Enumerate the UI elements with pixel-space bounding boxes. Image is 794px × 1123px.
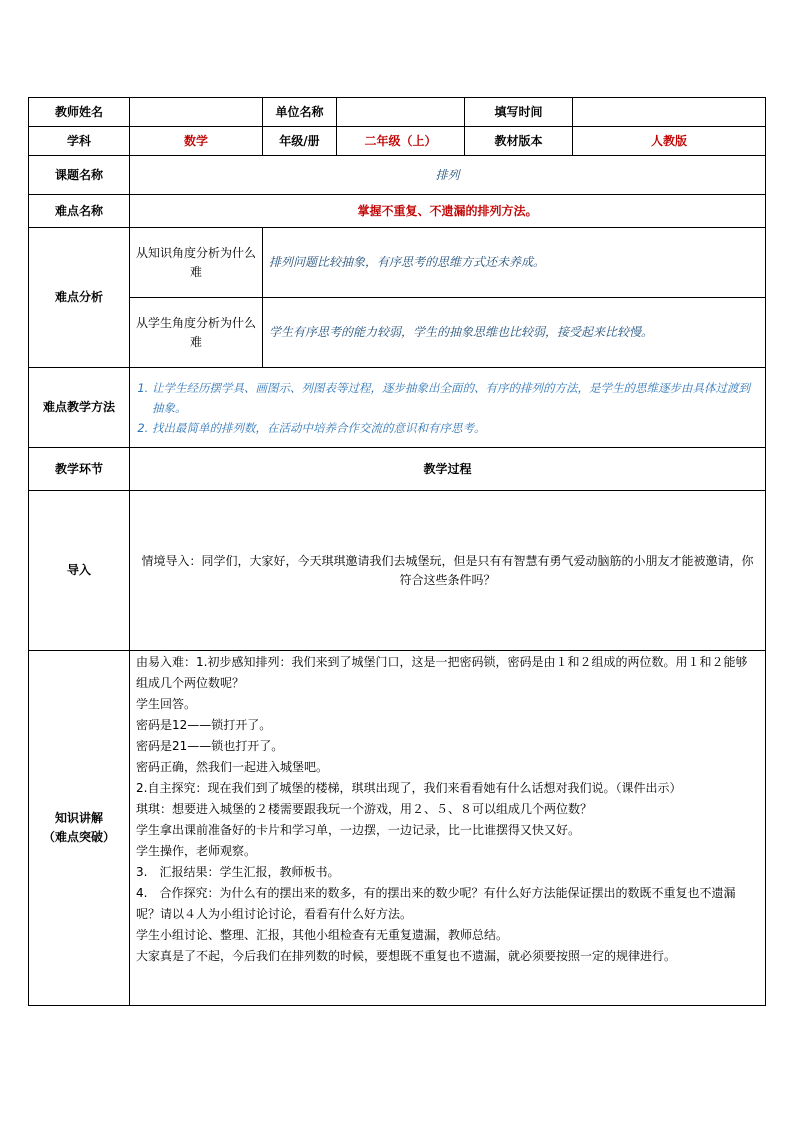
methods-row [29,368,766,448]
methods-label: 难点教学方法 [29,368,130,448]
title-label: 课题名称 [29,156,130,195]
stage-label: 教学环节 [29,448,130,491]
unit-value [337,98,465,127]
title-value: 排列 [130,156,766,195]
knowledge-angle-value: 排列问题比较抽象，有序思考的思维方式还未养成。 [263,228,766,298]
knowledge-section-label [29,651,130,1006]
knowledge-paragraph: 4. 合作探究：为什么有的摆出来的数多，有的摆出来的数少呢？有什么好方法能保证摆出的数既不重复也不遗漏呢？请以４人为小组讨论讨论，看看有什么好方法。 [136,886,736,921]
teacher-name-value [130,98,263,127]
process-label: 教学过程 [130,448,766,491]
header-row-2 [29,127,766,156]
subject-value: 数学 [130,127,263,156]
knowledge-paragraph: 3. 汇报结果：学生汇报，教师板书。 [136,865,340,879]
method-item: 1. 让学生经历摆学具、画图示、列图表等过程，逐步抽象出全面的、有序的排列的方法，是学生的思维逐步由具体过渡到抽象。 [152,378,759,418]
knowledge-paragraph: 琪琪：想要进入城堡的２楼需要跟我玩一个游戏，用２、５、８可以组成几个两位数？ [136,802,593,816]
difficulty-row [29,195,766,228]
grade-label: 年级/册 [263,127,337,156]
student-angle-value: 学生有序思考的能力较弱，学生的抽象思维也比较弱，接受起来比较慢。 [263,298,766,368]
subject-label: 学科 [29,127,130,156]
knowledge-angle-label: 从知识角度分析为什么难 [130,228,263,298]
knowledge-label-line-1: 知识讲解 [54,811,103,825]
lesson-plan-table [28,97,766,1006]
intro-label: 导入 [29,491,130,651]
intro-text: 情境导入：同学们，大家好，今天琪琪邀请我们去城堡玩，但是只有有智慧有勇气爱动脑筋的小朋友才能被邀请，你符合这些条件吗？ [130,491,766,651]
knowledge-paragraph: 密码是21——锁也打开了。 [136,739,284,753]
fill-time-label: 填写时间 [465,98,573,127]
knowledge-paragraph: 学生拿出课前准备好的卡片和学习单，一边摆，一边记录，比一比谁摆得又快又好。 [136,823,581,837]
knowledge-paragraph: 2.自主探究：现在我们到了城堡的楼梯，琪琪出现了，我们来看看她有什么话想对我们说。（课件出示） [136,781,682,795]
knowledge-paragraph: 密码是12——锁打开了。 [136,718,272,732]
textbook-label: 教材版本 [465,127,573,156]
knowledge-row [29,651,766,1006]
difficulty-label: 难点名称 [29,195,130,228]
knowledge-paragraph: 学生小组讨论、整理、汇报，其他小组检查有无重复遗漏，教师总结。 [136,928,509,942]
header-row-1 [29,98,766,127]
analysis-row-student [29,298,766,368]
fill-time-value [573,98,766,127]
knowledge-content [130,651,766,1006]
methods-value [130,368,766,448]
process-header-row [29,448,766,491]
analysis-label: 难点分析 [29,228,130,368]
grade-value: 二年级（上） [337,127,465,156]
intro-row [29,491,766,651]
knowledge-paragraph: 学生操作，老师观察。 [136,844,257,858]
knowledge-paragraph: 学生回答。 [136,697,197,711]
teacher-name-label: 教师姓名 [29,98,130,127]
methods-list [136,378,759,438]
title-row [29,156,766,195]
knowledge-paragraph: 由易入难：1.初步感知排列：我们来到了城堡门口，这是一把密码锁，密码是由１和２组成的两位数。用１和２能够组成几个两位数呢？ [136,655,748,690]
knowledge-label-line-2: （难点突破） [42,830,115,844]
unit-label: 单位名称 [263,98,337,127]
difficulty-value: 掌握不重复、不遗漏的排列方法。 [130,195,766,228]
textbook-value: 人教版 [573,127,766,156]
knowledge-paragraph: 大家真是了不起，今后我们在排列数的时候，要想既不重复也不遗漏，就必须要按照一定的规律进行。 [136,949,677,963]
analysis-row-knowledge [29,228,766,298]
knowledge-paragraph: 密码正确，然我们一起进入城堡吧。 [136,760,329,774]
method-item: 2. 找出最简单的排列数，在活动中培养合作交流的意识和有序思考。 [152,418,759,438]
student-angle-label: 从学生角度分析为什么难 [130,298,263,368]
